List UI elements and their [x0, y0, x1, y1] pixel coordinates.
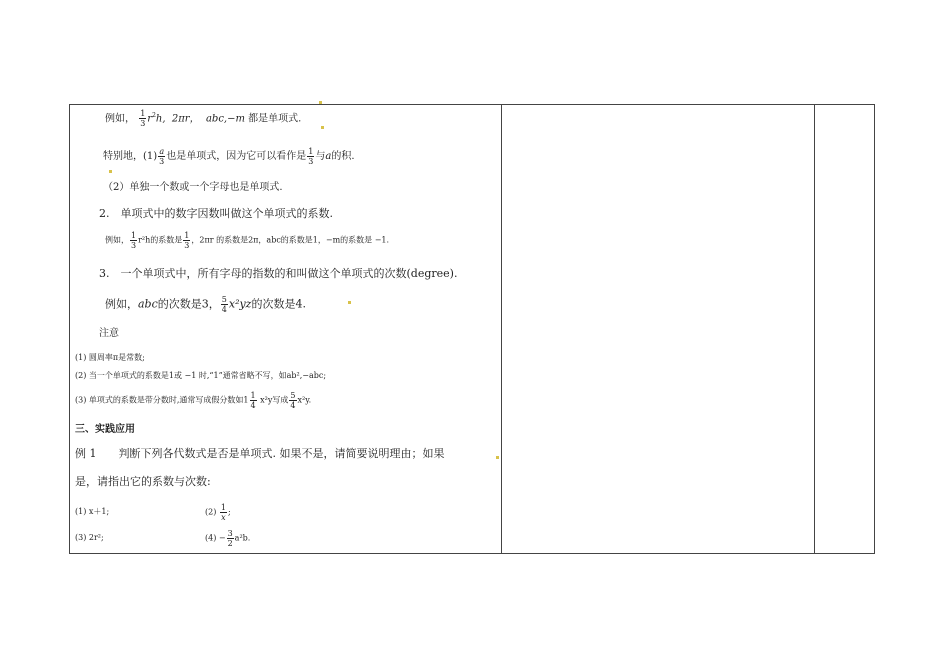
col-divider-2 [814, 105, 815, 553]
col-divider-right [874, 105, 875, 553]
marker [109, 170, 112, 173]
text: ; [227, 507, 231, 517]
text: 的次数是3， [157, 297, 220, 311]
question-3: (3) 2r²; [75, 533, 104, 542]
text: r [147, 113, 153, 125]
section-heading: 三、实践应用 [75, 424, 135, 435]
col-divider-1 [501, 105, 502, 553]
text: (3) 单项式的系数是带分数时,通常写成假分数如1 [75, 395, 249, 405]
text: 的次数是4. [251, 297, 306, 311]
marker [496, 456, 499, 459]
text: x²y写成 [260, 395, 289, 405]
text: . [298, 113, 302, 125]
text: 与 [315, 151, 326, 162]
table [69, 104, 875, 554]
text: abc [138, 297, 158, 311]
text: 特别地，(1) [103, 151, 158, 162]
example-line: 例如， $\frac{1}{3}$ $r^2h$, 2πr， abc,−m 都是单项式. [105, 109, 302, 129]
question-4 [205, 529, 250, 548]
note-2: (2) 当一个单项式的系数是1或 −1 时,“1”通常省略不写，如ab²,−abc; [75, 371, 327, 380]
text: a [325, 151, 332, 162]
text: 例如， [105, 113, 135, 125]
fraction-one-third: $\frac{1}{3}$ [308, 147, 314, 166]
degree-example [105, 295, 306, 314]
text: 例如， [105, 235, 129, 245]
definition-2: 2. 单项式中的数字因数叫做这个单项式的系数. [99, 207, 333, 220]
fraction-one-over-x: $\frac{1}{x}$ [220, 503, 226, 522]
fraction-five-quarters: $\frac{5}{4}$ [290, 391, 296, 410]
fraction-one-third: $\frac{1}{3}$ [140, 109, 146, 129]
text: a²b. [234, 533, 251, 543]
example-1-cont: 是，请指出它的系数与次数: [75, 475, 211, 488]
fraction-one-third: $\frac{1}{3}$ [131, 231, 137, 250]
text: 也是单项式，因为它可以看作是 [166, 151, 307, 162]
note-3 [75, 391, 311, 410]
text: abc,−m [205, 113, 245, 125]
fraction-a-over-3: $\frac{a}{3}$ [159, 147, 165, 166]
text: ，2πr 的系数是2π，abc的系数是1，−m的系数是 −1. [191, 235, 390, 245]
text: 的积. [331, 151, 355, 162]
definition-3: 3. 一个单项式中，所有字母的指数的和叫做这个单项式的次数(degree). [99, 267, 458, 280]
question-1: (1) x＋1; [75, 507, 110, 516]
text: x²y. [297, 395, 312, 405]
text: x²yz [228, 297, 252, 311]
note-title: 注意 [99, 328, 119, 339]
note-1: (1) 圆周率π是常数; [75, 353, 145, 362]
text: 都是单项式 [248, 113, 299, 125]
text: 2πr， [171, 113, 200, 125]
text: r²h的系数是 [138, 235, 183, 245]
marker [321, 126, 324, 129]
text: (4) − [205, 533, 226, 543]
content-cell [69, 105, 501, 553]
text: (2) [205, 507, 217, 517]
text: 例如， [105, 297, 138, 311]
special-line [103, 147, 355, 166]
fraction-three-halves: $\frac{3}{2}$ [227, 529, 233, 548]
marker [319, 101, 322, 104]
example-1: 例 1 判断下列各代数式是否是单项式. 如果不是，请简要说明理由；如果 [75, 447, 445, 460]
fraction-one-third: $\frac{1}{3}$ [184, 231, 190, 250]
question-2 [205, 503, 231, 522]
coefficient-example [105, 231, 389, 250]
item-2: （2）单独一个数或一个字母也是单项式. [103, 182, 283, 193]
text: h, [155, 113, 166, 125]
fraction-one-quarter: $\frac{1}{4}$ [250, 391, 256, 410]
marker [348, 301, 351, 304]
fraction-five-quarters: $\frac{5}{4}$ [221, 295, 227, 314]
